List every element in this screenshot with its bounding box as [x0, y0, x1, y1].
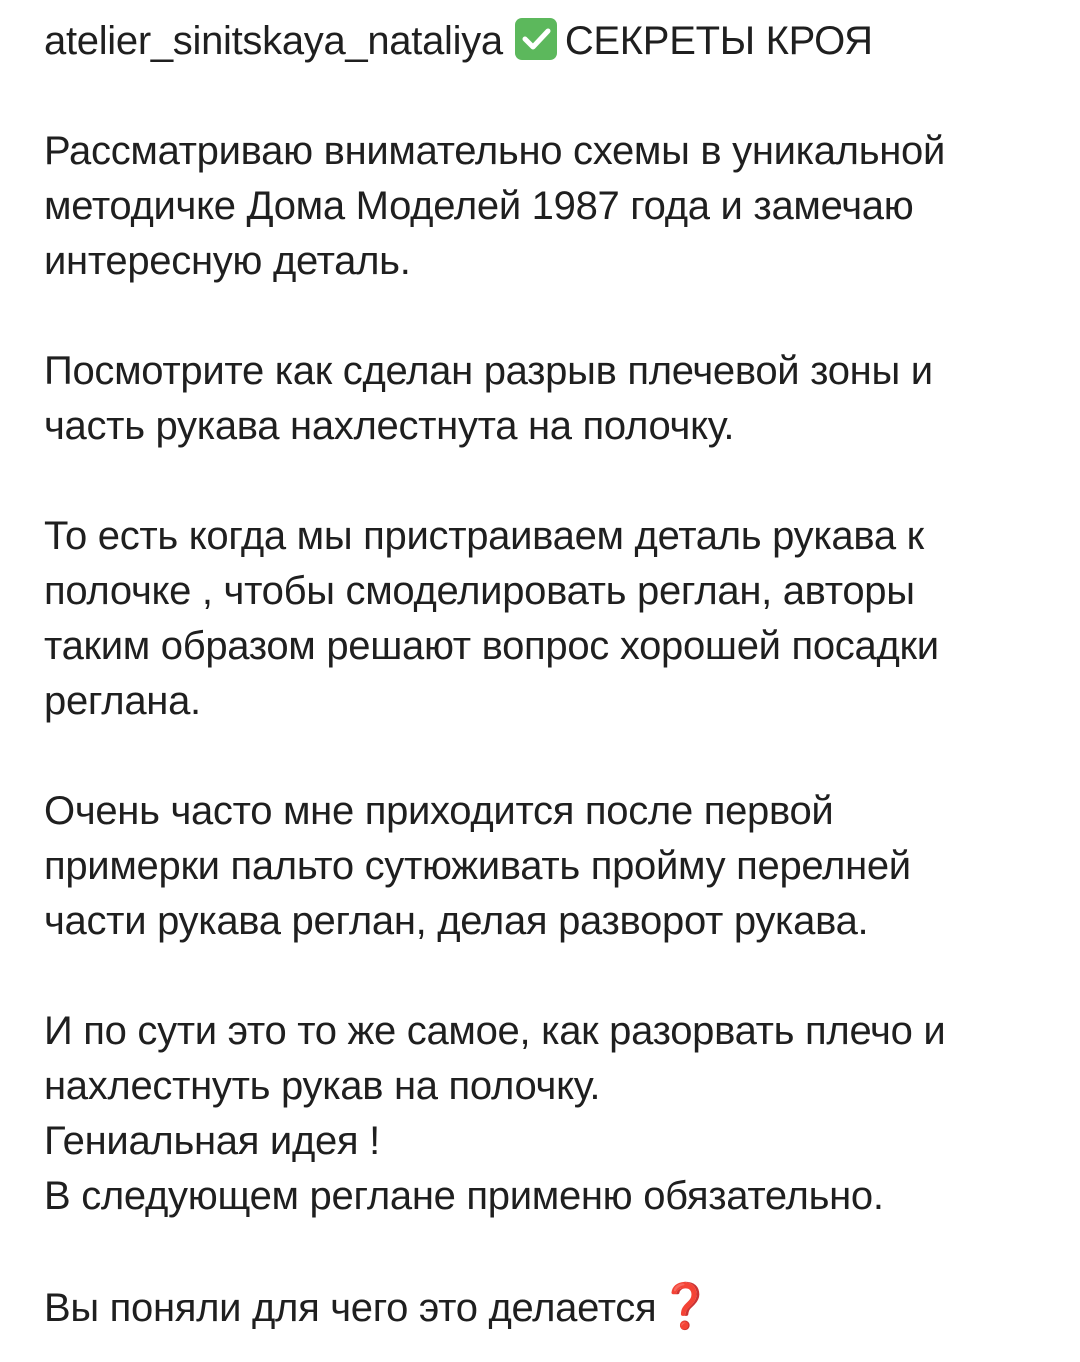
caption-line: Рассматриваю внимательно схемы в уникальной: [44, 129, 946, 173]
caption-line: Посмотрите как сделан разрыв плечевой зоны и: [44, 349, 933, 393]
caption-line: Очень часто мне приходится после первой: [44, 789, 834, 833]
paragraph-3: [44, 509, 1054, 729]
caption-header: [44, 14, 1054, 69]
caption-line: И по сути это то же самое, как разорвать плечо и: [44, 1009, 946, 1053]
paragraph-6: [44, 1279, 1054, 1336]
caption-line: методичке Дома Моделей 1987 года и замечаю: [44, 184, 914, 228]
post-caption: [44, 14, 1054, 1336]
caption-line: реглана.: [44, 679, 201, 723]
caption-line: нахлестнуть рукав на полочку.: [44, 1064, 601, 1108]
final-question-line: [44, 1279, 1054, 1336]
caption-line: таким образом решают вопрос хорошей посадки: [44, 624, 939, 668]
check-mark-icon: [515, 18, 557, 60]
paragraph-4: [44, 784, 1054, 949]
paragraph-5: [44, 1004, 1054, 1224]
username-link[interactable]: atelier_sinitskaya_nataliya: [44, 19, 503, 63]
question-mark-icon: ❓: [658, 1282, 713, 1331]
caption-line: полочке , чтобы смоделировать реглан, авторы: [44, 569, 915, 613]
caption-line: примерки пальто сутюживать пройму перелней: [44, 844, 911, 888]
caption-line: Гениальная идея !: [44, 1119, 380, 1163]
caption-line: интересную деталь.: [44, 239, 411, 283]
caption-line: То есть когда мы пристраиваем деталь рукава к: [44, 514, 924, 558]
caption-line: В следующем реглане применю обязательно.: [44, 1174, 884, 1218]
caption-line: часть рукава нахлестнута на полочку.: [44, 404, 735, 448]
post-title: СЕКРЕТЫ КРОЯ: [564, 19, 873, 63]
final-question-text: Вы поняли для чего это делается: [44, 1286, 657, 1330]
caption-line: части рукава реглан, делая разворот рукава.: [44, 899, 869, 943]
paragraph-2: [44, 344, 1054, 454]
paragraph-1: [44, 124, 1054, 289]
